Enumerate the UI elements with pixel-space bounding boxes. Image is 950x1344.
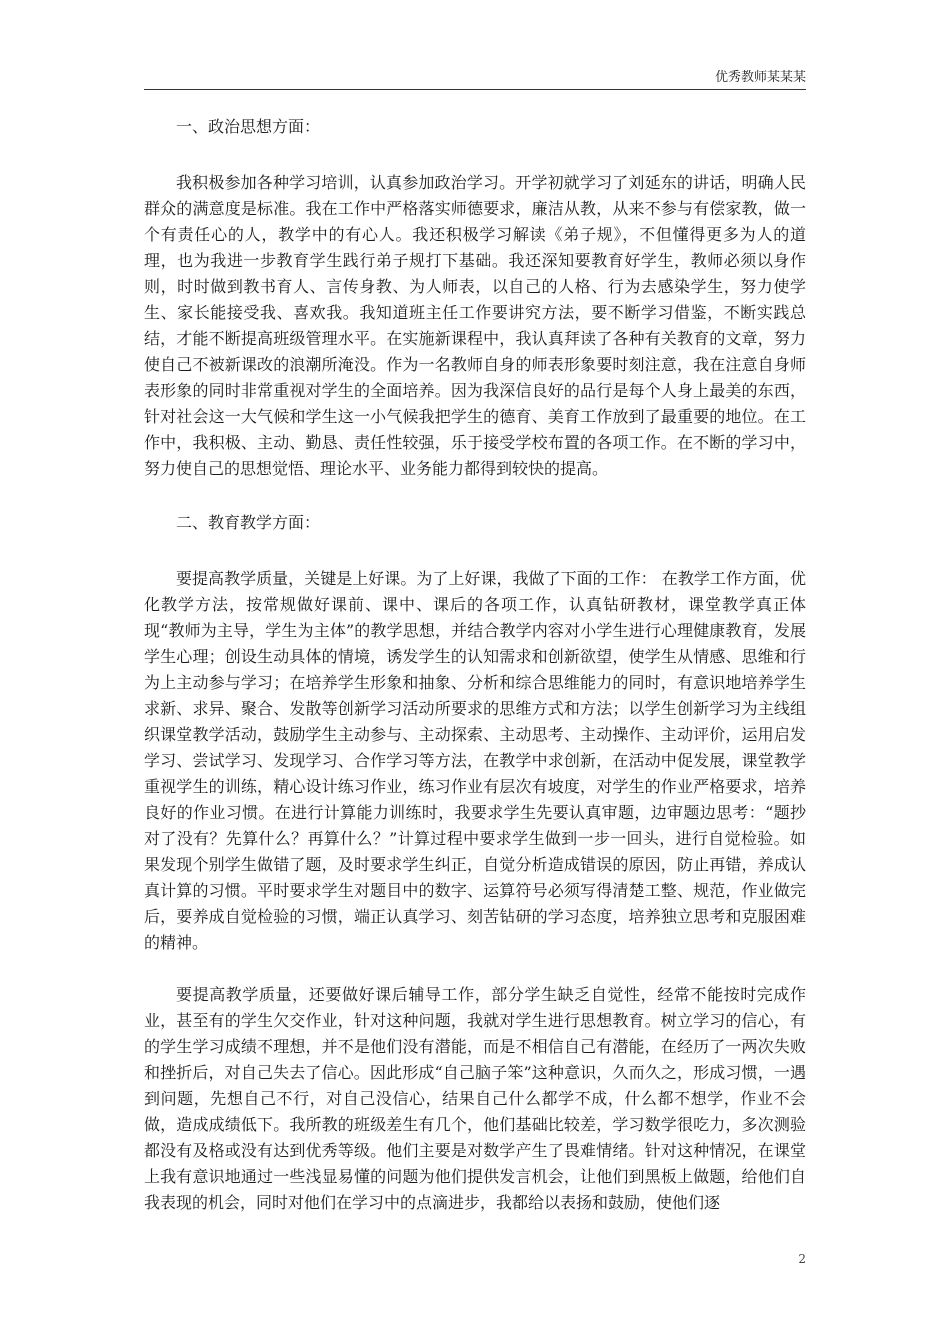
page-number: 2: [798, 1252, 806, 1266]
body-paragraph: 要提高教学质量，关键是上好课。为了上好课，我做了下面的工作： 在教学工作方面，优化教学方法，按常规做好课前、课中、课后的各项工作，认真钻研教材，课堂教学真正体现“教师为主导，学生为主体”的教学思想，并结合教学内容对小学生进行心理健康教育，发展学生心理；创设生动具体的情境，诱发学生的认知需求和创新欲望，使学生从情感、思维和行为上主动参与学习；在培养学生形象和抽象、分析和综合思维能力的同时，有意识地培养学生求新、求异、聚合、发散等创新学习活动所要求的思维方式和方法；以学生创新学习为主线组织课堂教学活动，鼓励学生主动参与、主动探索、主动思考、主动操作、主动评价，运用启发学习、尝试学习、发现学习、合作学习等方法，在教学中求创新，在活动中促发展，课堂教学重视学生的训练，精心设计练习作业，练习作业有层次有坡度，对学生的作业严格要求，培养良好的作业习惯。在进行计算能力训练时，我要求学生先要认真审题，边审题边思考：“题抄对了没有？先算什么？再算什么？”计算过程中要求学生做到一步一回头，进行自觉检验。如果发现个别学生做错了题，及时要求学生纠正，自觉分析造成错误的原因，防止再错，养成认真计算的习惯。平时要求学生对题目中的数字、运算符号必须写得清楚工整、规范，作业做完后，要养成自觉检验的习惯，端正认真学习、刻苦钻研的学习态度，培养独立思考和克服困难的精神。: [144, 569, 806, 952]
section-heading-political: 一、政治思想方面：: [176, 117, 321, 136]
body-paragraph: 我积极参加各种学习培训，认真参加政治学习。开学初就学习了刘延东的讲话，明确人民群众的满意度是标准。我在工作中严格落实师德要求，廉洁从教，从来不参与有偿家教，做一个有责任心的人，教学中的有心人。我还积极学习解读《弟子规》，不但懂得更多为人的道理，也为我进一步教育学生践行弟子规打下基础。我还深知要教育好学生，教师必须以身作则，时时做到教书育人、言传身教、为人师表，以自己的人格、行为去感染学生，努力使学生、家长能接受我、喜欢我。我知道班主任工作要讲究方法，要不断学习借鉴，不断实践总结，才能不断提高班级管理水平。在实施新课程中，我认真拜读了各种有关教育的文章，努力使自己不被新课改的浪潮所淹没。作为一名教师自身的师表形象要时刻注意，我在注意自身师表形象的同时非常重视对学生的全面培养。因为我深信良好的品行是每个人身上最美的东西，针对社会这一大气候和学生这一小气候我把学生的德育、美育工作放到了最重要的地位。在工作中，我积极、主动、勤恳、责任性较强，乐于接受学校布置的各项工作。在不断的学习中，努力使自己的思想觉悟、理论水平、业务能力都得到较快的提高。: [144, 173, 806, 478]
page-header-title: 优秀教师某某某: [714, 70, 806, 85]
body-paragraph: 要提高教学质量，还要做好课后辅导工作，部分学生缺乏自觉性，经常不能按时完成作业，甚至有的学生欠交作业，针对这种问题，我就对学生进行思想教育。树立学习的信心，有的学生学习成绩不理想，并不是他们没有潜能，而是不相信自己有潜能，在经历了一两次失败和挫折后，对自己失去了信心。因此形成“自己脑子笨”这种意识，久而久之，形成习惯，一遇到问题，先想自己不行，对自己没信心，结果自己什么都学不成，什么都不想学，作业不会做，造成成绩低下。我所教的班级差生有几个，他们基础比较差，学习数学很吃力，多次测验都没有及格或没有达到优秀等级。他们主要是对数学产生了畏难情绪。针对这种情况，在课堂上我有意识地通过一些浅显易懂的问题为他们提供发言机会，让他们到黑板上做题，给他们自我表现的机会，同时对他们在学习中的点滴进步，我都给以表扬和鼓励，使他们逐: [144, 985, 806, 1212]
header-divider: [144, 89, 806, 90]
document-body: [144, 112, 806, 1242]
section-heading-teaching: 二、教育教学方面：: [176, 513, 321, 532]
